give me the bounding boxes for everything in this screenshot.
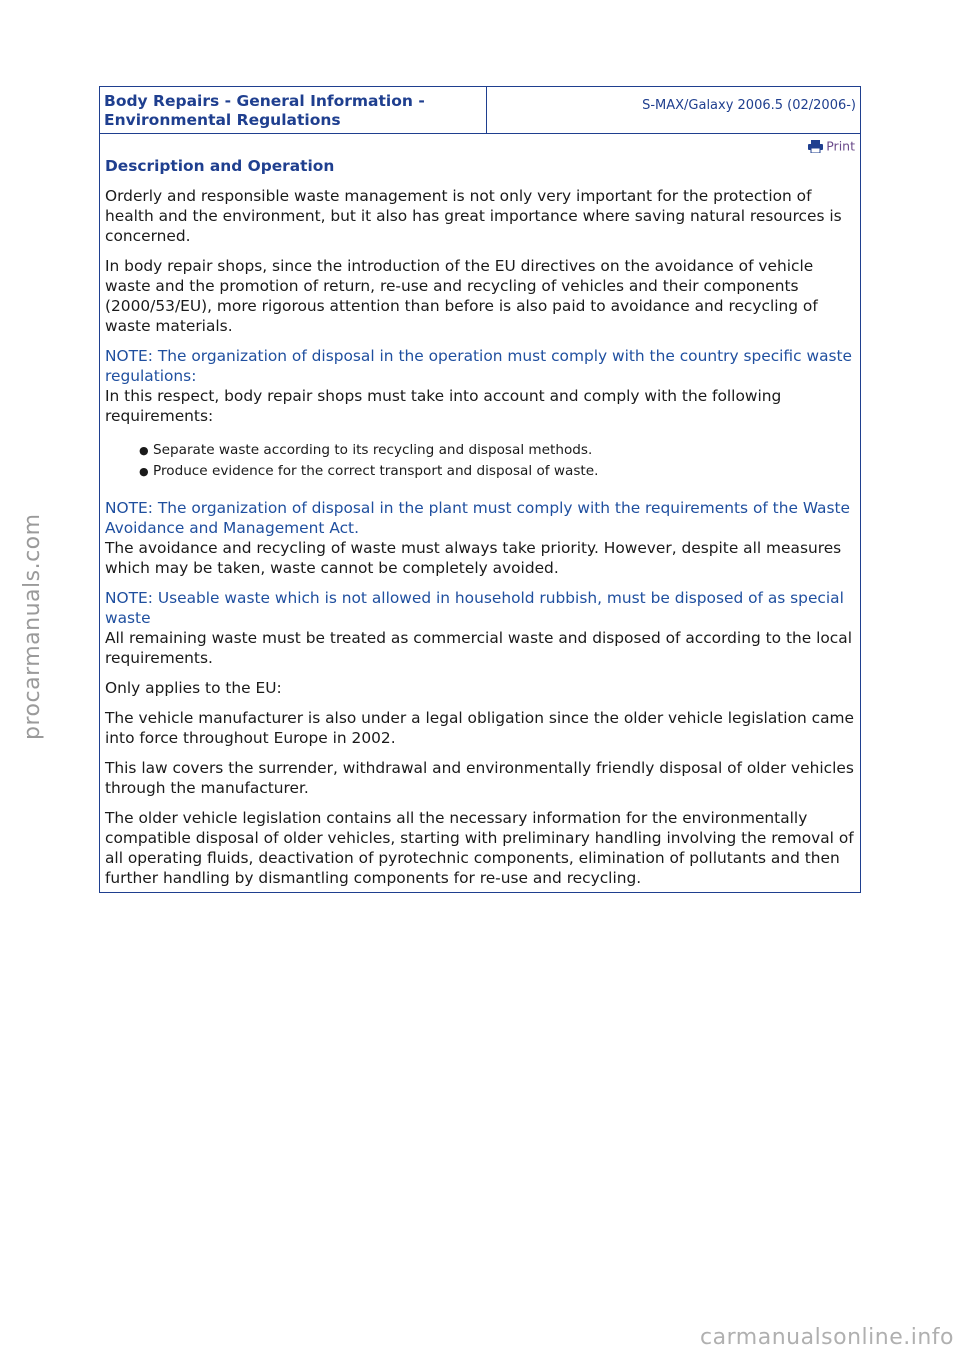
print-label[interactable]: Print: [826, 138, 855, 154]
note-text: NOTE: The organization of disposal in the plant must comply with the requirements of the Waste Avoidance and Management Act.: [105, 499, 851, 537]
note-text: NOTE: The organization of disposal in the operation must comply with the country specific waste regulations:: [105, 347, 853, 385]
requirements-list: [105, 440, 855, 482]
print-row: [105, 138, 855, 156]
note-body: All remaining waste must be treated as commercial waste and disposed of according to the local requirements.: [105, 629, 852, 667]
page-title: [100, 87, 487, 133]
model-label: S-MAX/Galaxy 2006.5 (02/2006-): [642, 98, 856, 113]
paragraph: The vehicle manufacturer is also under a legal obligation since the older vehicle legislation came into force throughout Europe in 2002.: [105, 709, 854, 747]
document-content: [100, 134, 860, 892]
title-line-2: Environmental Regulations: [104, 111, 341, 129]
print-button[interactable]: [808, 138, 855, 153]
note-body: The avoidance and recycling of waste must always take priority. However, despite all measures which may be taken, waste cannot be completely avoided.: [105, 539, 842, 577]
section-heading: Description and Operation: [105, 157, 335, 175]
paragraph: Only applies to the EU:: [105, 679, 282, 697]
bottom-watermark: carmanualsonline.info: [700, 1325, 954, 1350]
document-header: [100, 87, 860, 134]
side-watermark: procarmanuals.com: [20, 513, 45, 740]
paragraph: The older vehicle legislation contains all the necessary information for the environmentally compatible disposal of older vehicles, starting with preliminary handling involving the removal of all operating fluids, deactivation of pyrotechnic components, elimination of pollutants and then further handling by dismantling components for re-use and recycling.: [105, 809, 854, 887]
paragraph: Orderly and responsible waste management is not only very important for the protection of health and the environment, but it also has great importance where saving natural resources is concerned.: [105, 187, 842, 245]
printer-icon: [808, 140, 823, 153]
list-item-text: Separate waste according to its recycling and disposal methods.: [153, 442, 593, 458]
note-body: In this respect, body repair shops must take into account and comply with the following requirements:: [105, 387, 782, 425]
document-frame: [99, 86, 861, 893]
note-group-3: [105, 588, 855, 668]
note-group-1: [105, 346, 855, 426]
note-group-2: [105, 498, 855, 578]
list-item: [139, 440, 855, 461]
list-item: [139, 461, 855, 482]
list-item-text: Produce evidence for the correct transport and disposal of waste.: [153, 463, 599, 479]
paragraph: This law covers the surrender, withdrawal and environmentally friendly disposal of older vehicles through the manufacturer.: [105, 759, 854, 797]
paragraph: In body repair shops, since the introduction of the EU directives on the avoidance of vehicle waste and the promotion of return, re-use and recycling of vehicles and their components (2000/53/EU), more rigorous attention than before is also paid to avoidance and recycling of waste materials.: [105, 257, 818, 335]
note-text: NOTE: Useable waste which is not allowed in household rubbish, must be disposed of as special waste: [105, 589, 844, 627]
bullet-icon: ●: [139, 444, 149, 457]
bullet-icon: ●: [139, 465, 149, 478]
title-line-1: Body Repairs - General Information -: [104, 92, 425, 110]
